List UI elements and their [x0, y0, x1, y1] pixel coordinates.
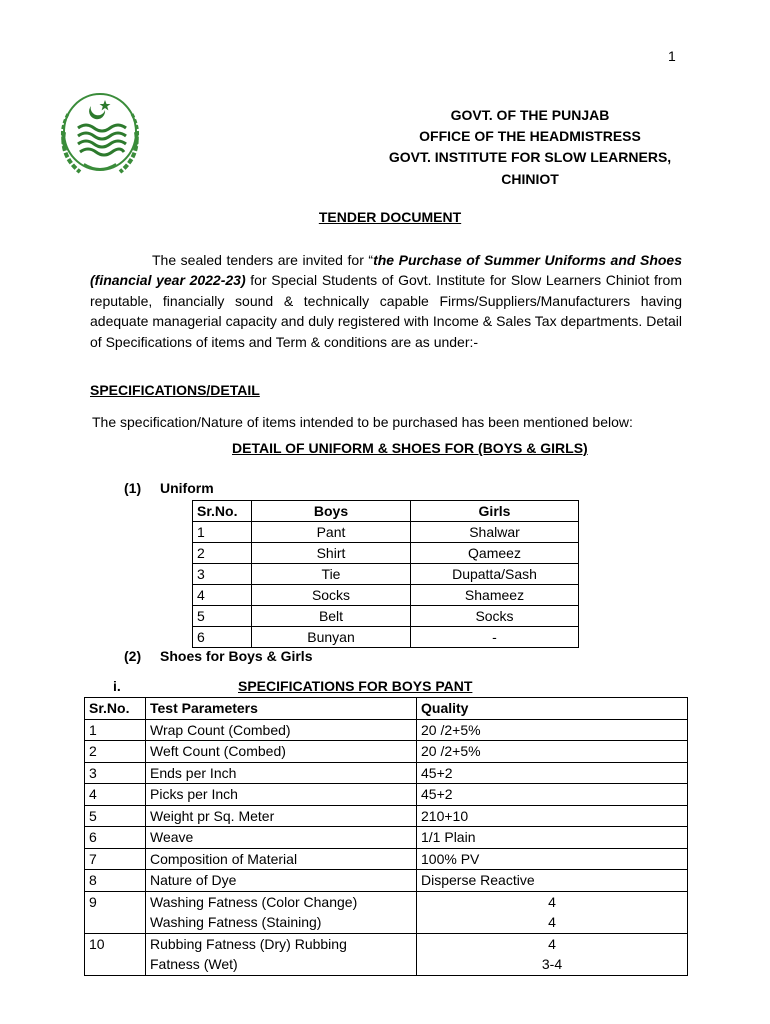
table-row	[85, 784, 688, 806]
pant-header-quality: Quality	[417, 698, 688, 720]
pant-cell-parameter: Weight pr Sq. Meter	[146, 805, 417, 827]
pant-cell-parameter: Washing Fatness (Staining)	[146, 912, 417, 933]
pant-cell-srno: 4	[85, 784, 146, 806]
pant-section-number: i.	[113, 678, 121, 694]
uniform-cell-girls: Socks	[411, 606, 579, 627]
pant-cell-quality: 100% PV	[417, 848, 688, 870]
punjab-government-logo	[50, 84, 150, 180]
uniform-header-girls: Girls	[411, 501, 579, 522]
uniform-cell-srno: 1	[193, 522, 252, 543]
uniform-cell-girls: -	[411, 627, 579, 648]
uniform-cell-srno: 5	[193, 606, 252, 627]
table-row	[85, 848, 688, 870]
header-line-govt-punjab: GOVT. OF THE PUNJAB	[450, 107, 610, 123]
header-line-institute: GOVT. INSTITUTE FOR SLOW LEARNERS,	[388, 149, 672, 165]
pant-specifications-table	[84, 697, 688, 976]
pant-table-header-row	[85, 698, 688, 720]
table-row	[85, 954, 688, 975]
uniform-cell-srno: 3	[193, 564, 252, 585]
header-line-city: CHINIOT	[501, 171, 559, 187]
pant-cell-srno: 7	[85, 848, 146, 870]
intro-text-end: for Special Students of Govt. Institute for Slow Learners Chiniot from reputable, financially sound & technically capable Firms/Suppliers/Manufacturers having adequate managerial capacity and duly registered with Income & Sales Tax departments. Detail of Specifications of items and Term & conditions are as under:-	[90, 272, 682, 350]
pant-cell-srno: 6	[85, 827, 146, 849]
pant-cell-quality: 45+2	[417, 762, 688, 784]
uniform-cell-girls: Shalwar	[411, 522, 579, 543]
document-title: TENDER DOCUMENT	[318, 209, 462, 225]
pant-cell-quality: 45+2	[417, 784, 688, 806]
pant-cell-parameter: Ends per Inch	[146, 762, 417, 784]
uniform-cell-boys: Pant	[252, 522, 411, 543]
pant-header-parameter: Test Parameters	[146, 698, 417, 720]
uniform-cell-boys: Bunyan	[252, 627, 411, 648]
uniform-header-boys: Boys	[252, 501, 411, 522]
uniform-section-label: Uniform	[160, 480, 214, 496]
table-row	[85, 912, 688, 933]
uniform-section-number: (1)	[124, 480, 142, 496]
pant-cell-srno: 10	[85, 933, 146, 954]
pant-cell-parameter: Washing Fatness (Color Change)	[146, 891, 417, 912]
uniform-cell-girls: Dupatta/Sash	[411, 564, 579, 585]
table-row	[85, 762, 688, 784]
uniform-cell-srno: 4	[193, 585, 252, 606]
pant-cell-quality: 20 /2+5%	[417, 719, 688, 741]
pant-cell-quality: 4	[417, 933, 688, 954]
uniform-section-heading	[124, 480, 214, 496]
uniform-table	[192, 500, 579, 648]
table-row	[193, 522, 579, 543]
pant-cell-quality: 20 /2+5%	[417, 741, 688, 763]
uniform-table-header-row	[193, 501, 579, 522]
table-row	[85, 933, 688, 954]
pant-cell-srno	[85, 912, 146, 933]
pant-cell-srno: 1	[85, 719, 146, 741]
uniform-cell-boys: Shirt	[252, 543, 411, 564]
shoes-section-label: Shoes for Boys & Girls	[160, 648, 313, 664]
shoes-section-heading	[124, 648, 312, 664]
pant-cell-parameter: Picks per Inch	[146, 784, 417, 806]
pant-cell-quality: 210+10	[417, 805, 688, 827]
pant-cell-quality: 3-4	[417, 954, 688, 975]
pant-cell-srno: 5	[85, 805, 146, 827]
table-row	[193, 585, 579, 606]
uniform-cell-srno: 6	[193, 627, 252, 648]
table-row	[85, 719, 688, 741]
shoes-section-number: (2)	[124, 648, 142, 664]
pant-cell-quality: 1/1 Plain	[417, 827, 688, 849]
pant-cell-srno: 8	[85, 870, 146, 892]
specifications-description: The specification/Nature of items intended to be purchased has been mentioned below:	[92, 414, 633, 430]
specifications-heading: SPECIFICATIONS/DETAIL	[90, 382, 260, 398]
table-row	[85, 741, 688, 763]
pant-cell-parameter: Nature of Dye	[146, 870, 417, 892]
table-row	[193, 543, 579, 564]
pant-cell-srno: 2	[85, 741, 146, 763]
header-line-office: OFFICE OF THE HEADMISTRESS	[419, 128, 641, 144]
uniform-cell-boys: Socks	[252, 585, 411, 606]
pant-cell-quality: Disperse Reactive	[417, 870, 688, 892]
table-row	[85, 891, 688, 912]
pant-cell-quality: 4	[417, 912, 688, 933]
uniform-cell-srno: 2	[193, 543, 252, 564]
uniform-header-srno: Sr.No.	[193, 501, 252, 522]
pant-cell-srno	[85, 954, 146, 975]
detail-heading: DETAIL OF UNIFORM & SHOES FOR (BOYS & GIRLS)	[232, 440, 588, 456]
pant-cell-parameter: Wrap Count (Combed)	[146, 719, 417, 741]
page-number: 1	[668, 48, 676, 64]
pant-header-srno: Sr.No.	[85, 698, 146, 720]
table-row	[193, 606, 579, 627]
intro-emphasis: the Purchase of Summer Uniforms and Shoes (financial year 2022-23)	[90, 252, 682, 289]
pant-cell-parameter: Weft Count (Combed)	[146, 741, 417, 763]
uniform-cell-boys: Belt	[252, 606, 411, 627]
pant-cell-srno: 3	[85, 762, 146, 784]
pant-cell-quality: 4	[417, 891, 688, 912]
pant-cell-parameter: Weave	[146, 827, 417, 849]
intro-paragraph	[90, 250, 682, 352]
uniform-cell-girls: Shameez	[411, 585, 579, 606]
uniform-cell-boys: Tie	[252, 564, 411, 585]
pant-cell-parameter: Fatness (Wet)	[146, 954, 417, 975]
table-row	[85, 827, 688, 849]
table-row	[193, 564, 579, 585]
intro-text-start: The sealed tenders are invited for “	[152, 252, 374, 268]
table-row	[193, 627, 579, 648]
pant-cell-srno: 9	[85, 891, 146, 912]
uniform-cell-girls: Qameez	[411, 543, 579, 564]
pant-specifications-heading: SPECIFICATIONS FOR BOYS PANT	[238, 678, 473, 694]
table-row	[85, 805, 688, 827]
table-row	[85, 870, 688, 892]
pant-cell-parameter: Rubbing Fatness (Dry) Rubbing	[146, 933, 417, 954]
pant-cell-parameter: Composition of Material	[146, 848, 417, 870]
